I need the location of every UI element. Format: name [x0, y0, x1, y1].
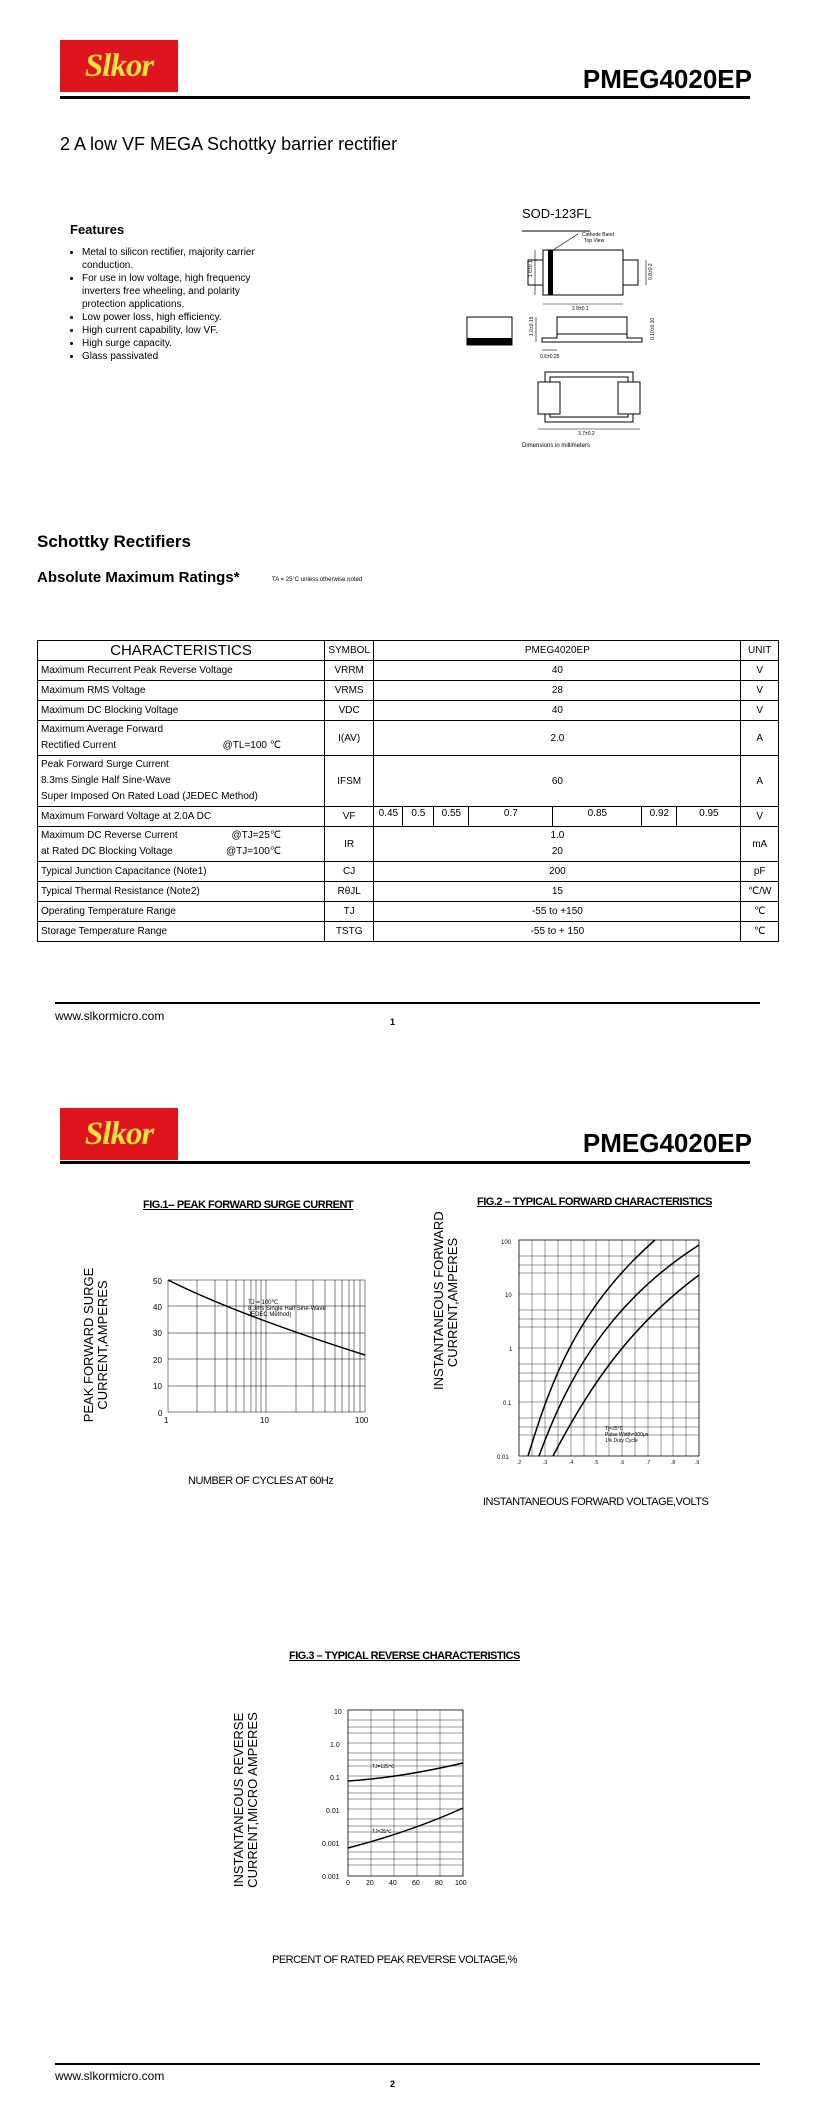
table-row — [38, 721, 779, 756]
fig2-xtick: .3 — [543, 1460, 548, 1466]
row-sym: I(AV) — [324, 721, 373, 756]
footer-url: www.slkormicro.com — [55, 2069, 165, 2083]
table-row — [38, 902, 779, 922]
fig3-ytick: 0.001 — [322, 1841, 340, 1848]
row-char-line: Maximum DC Reverse Current — [41, 830, 178, 841]
row-unit: ℃ — [741, 902, 779, 922]
fig1-ytick: 0 — [158, 1409, 163, 1418]
vf-value: 0.45 — [374, 807, 403, 826]
fig1-title: FIG.1-- PEAK FORWARD SURGE CURRENT — [143, 1199, 354, 1211]
table-row — [38, 701, 779, 721]
fig2-ylabel: INSTANTANEOUS FORWARD CURRENT,AMPERES — [431, 1211, 460, 1390]
vf-value: 0.92 — [642, 807, 677, 826]
fig1-xtick: 100 — [355, 1416, 369, 1425]
footer-rule — [55, 1002, 760, 1004]
dims-note: Dimensions in millimeters — [522, 443, 591, 449]
fig1-chart — [150, 1275, 375, 1425]
table-row — [38, 756, 779, 807]
fig2-title: FIG.2 – TYPICAL FORWARD CHARACTERISTICS — [477, 1196, 712, 1208]
ratings-note: TA = 25°C unless otherwise noted — [272, 577, 363, 583]
fig2-xtick: .2 — [517, 1460, 522, 1466]
row-unit: V — [741, 661, 779, 681]
row-val: 2.0 — [374, 721, 741, 756]
row-unit: V — [741, 701, 779, 721]
fig2-xtick: .8 — [671, 1460, 676, 1466]
row-char-line: Super Imposed On Rated Load (JEDEC Method) — [41, 791, 258, 802]
svg-text:0.10±0.10: 0.10±0.10 — [650, 317, 656, 340]
fig3-ytick: 0.01 — [326, 1808, 340, 1815]
fig2-ytick: 0.01 — [497, 1455, 509, 1461]
svg-text:3.7±0.2: 3.7±0.2 — [578, 431, 595, 437]
cathode-label: Cathode Band — [582, 232, 614, 238]
table-row — [38, 827, 779, 862]
fig2-curve — [553, 1275, 699, 1456]
svg-text:0.6±0.25: 0.6±0.25 — [540, 354, 560, 360]
fig1-ytick: 10 — [153, 1382, 162, 1391]
logo: Slkor — [60, 40, 178, 92]
fig3-xtick: 40 — [389, 1880, 397, 1887]
table-row — [38, 862, 779, 882]
row-char: Maximum DC Blocking Voltage — [38, 701, 325, 721]
part-number: PMEG4020EP — [582, 64, 752, 94]
fig3-ytick: 0.001 — [322, 1874, 340, 1881]
fig3-annot: TJ=25℃ — [372, 1829, 392, 1835]
row-char: Maximum RMS Voltage — [38, 681, 325, 701]
row-char-line: Rectified Current — [41, 740, 117, 751]
fig2-xlabel: INSTANTANEOUS FORWARD VOLTAGE,VOLTS — [483, 1496, 709, 1508]
fig3-ytick: 0.1 — [330, 1775, 340, 1782]
row-char-line: at Rated DC Blocking Voltage — [41, 846, 173, 857]
col-symbol: SYMBOL — [324, 641, 373, 661]
row-val: 15 — [374, 882, 741, 902]
row-sym: TJ — [324, 902, 373, 922]
section-title: Schottky Rectifiers — [37, 532, 191, 551]
header-rule — [60, 1161, 750, 1164]
row-char: Typical Junction Capacitance (Note1) — [38, 862, 325, 882]
fig2-chart — [495, 1235, 715, 1475]
page-number: 2 — [390, 2079, 396, 2089]
row-sym: RθJL — [324, 882, 373, 902]
table-row — [38, 807, 779, 827]
fig3-curve — [348, 1763, 463, 1781]
features-title: Features — [70, 222, 125, 237]
fig2-ytick: 100 — [501, 1240, 512, 1246]
fig2-ytick: 10 — [505, 1293, 512, 1299]
package-drawing — [460, 222, 720, 452]
row-char — [38, 721, 325, 756]
fig2-ytick: 1 — [509, 1347, 513, 1353]
row-unit: A — [741, 721, 779, 756]
fig1-xtick: 10 — [260, 1416, 269, 1425]
row-char: Operating Temperature Range — [38, 902, 325, 922]
fig1-xtick: 1 — [164, 1416, 169, 1425]
row-char — [38, 756, 325, 807]
row-unit: A — [741, 756, 779, 807]
fig2-xtick: .7 — [646, 1460, 651, 1466]
features-list — [70, 246, 272, 363]
fig2-annot: 1% Duty Cycle — [605, 1438, 638, 1444]
fig3-xtick: 60 — [412, 1880, 420, 1887]
svg-text:Top View: Top View — [584, 238, 605, 244]
svg-text:1.0±0.15: 1.0±0.15 — [529, 316, 535, 336]
fig3-xtick: 20 — [366, 1880, 374, 1887]
feature-item: • High current capability, low VF. — [82, 324, 272, 337]
vf-value: 0.5 — [403, 807, 434, 826]
row-unit: ℃ — [741, 922, 779, 942]
vf-value: 0.95 — [699, 808, 719, 819]
fig3-chart — [310, 1705, 480, 1890]
fig1-annot: TJ = 100℃ — [248, 1300, 279, 1306]
row-unit: V — [741, 681, 779, 701]
col-value: PMEG4020EP — [374, 641, 741, 661]
row-sym: VRRM — [324, 661, 373, 681]
row-val-line: 20 — [551, 846, 563, 857]
row-val: 60 — [374, 756, 741, 807]
fig1-annot: 8.3ms Single Half Sine-Wave — [248, 1306, 326, 1312]
fig3-xlabel: PERCENT OF RATED PEAK REVERSE VOLTAGE,% — [272, 1954, 517, 1966]
row-val: -55 to + 150 — [374, 922, 741, 942]
feature-item: • Glass passivated — [82, 350, 272, 363]
feature-item: • For use in low voltage, high frequency inverters free wheeling, and polarity protection applications. — [82, 272, 272, 311]
footer-rule — [55, 2063, 760, 2065]
table-row — [38, 681, 779, 701]
svg-text:2.8±0.1: 2.8±0.1 — [572, 306, 589, 312]
row-char — [38, 827, 325, 862]
vf-value: 0.85 — [553, 807, 642, 826]
row-unit: pF — [741, 862, 779, 882]
fig2-grid — [519, 1240, 699, 1456]
row-sym: CJ — [324, 862, 373, 882]
row-unit: V — [741, 807, 779, 827]
row-sym: VRMS — [324, 681, 373, 701]
svg-text:1.6±0.1: 1.6±0.1 — [528, 260, 534, 277]
vf-value: 0.7 — [469, 807, 553, 826]
fig1-annot: JEDEC Method) — [248, 1312, 292, 1318]
header-rule — [60, 96, 750, 99]
ratings-title: Absolute Maximum Ratings* — [37, 569, 240, 586]
row-cond: @TJ=100℃ — [225, 846, 281, 857]
table-row — [38, 882, 779, 902]
fig2-xtick: .9 — [695, 1460, 700, 1466]
fig1-ytick: 30 — [153, 1329, 162, 1338]
row-val-line: 1.0 — [550, 830, 565, 841]
fig2-annot: Tj=25°C — [605, 1426, 624, 1432]
fig3-xtick: 80 — [435, 1880, 443, 1887]
col-characteristics: CHARACTERISTICS — [38, 641, 325, 661]
row-cond: @TL=100 ℃ — [222, 740, 281, 751]
row-char-line: Maximum Average Forward — [41, 724, 164, 735]
row-sym: IR — [324, 827, 373, 862]
row-sym: VF — [324, 807, 373, 827]
row-char: Storage Temperature Range — [38, 922, 325, 942]
fig3-grid — [348, 1710, 463, 1876]
row-val — [374, 827, 741, 862]
row-val: 40 — [374, 701, 741, 721]
col-unit: UNIT — [741, 641, 779, 661]
row-sym: TSTG — [324, 922, 373, 942]
feature-item: • Metal to silicon rectifier, majority carrier conduction. — [82, 246, 272, 272]
fig3-annot: TJ=125℃ — [372, 1764, 395, 1770]
ratings-table — [37, 640, 779, 942]
fig1-ytick: 50 — [153, 1277, 162, 1286]
part-number: PMEG4020EP — [582, 1128, 752, 1158]
svg-text:0.8±0.2: 0.8±0.2 — [648, 263, 654, 280]
row-val: 28 — [374, 681, 741, 701]
fig1-xlabel: NUMBER OF CYCLES AT 60Hz — [188, 1475, 334, 1487]
fig2-annot: Pulse Width=300μs — [605, 1432, 649, 1438]
row-sym: IFSM — [324, 756, 373, 807]
fig2-xtick: .5 — [594, 1460, 599, 1466]
row-char: Maximum Recurrent Peak Reverse Voltage — [38, 661, 325, 681]
row-cond: @TJ=25℃ — [231, 830, 281, 841]
fig3-ytick: 1.0 — [330, 1742, 340, 1749]
fig3-ylabel: INSTANTANEOUS REVERSE CURRENT,MICRO AMPERES — [231, 1712, 260, 1888]
table-row — [38, 661, 779, 681]
row-val: 200 — [374, 862, 741, 882]
fig3-xtick: 100 — [455, 1880, 467, 1887]
fig1-ytick: 40 — [153, 1303, 162, 1312]
feature-item: • High surge capacity. — [82, 337, 272, 350]
logo: Slkor — [60, 1108, 178, 1160]
package-name: SOD-123FL — [522, 206, 592, 221]
row-sym: VDC — [324, 701, 373, 721]
row-char: Typical Thermal Resistance (Note2) — [38, 882, 325, 902]
fig1-ylabel: PEAK FORWARD SURGE CURRENT,AMPERES — [81, 1267, 110, 1423]
fig2-xtick: .6 — [620, 1460, 625, 1466]
subtitle: 2 A low VF MEGA Schottky barrier rectifier — [60, 134, 398, 154]
row-val: 40 — [374, 661, 741, 681]
row-val: -55 to +150 — [374, 902, 741, 922]
fig3-title: FIG.3 – TYPICAL REVERSE CHARACTERISTICS — [289, 1650, 520, 1662]
footer-url: www.slkormicro.com — [55, 1009, 165, 1023]
table-row — [38, 922, 779, 942]
feature-item: • Low power loss, high efficiency. — [82, 311, 272, 324]
fig3-xtick: 0 — [346, 1880, 350, 1887]
vf-values — [374, 807, 741, 827]
row-char-line: Peak Forward Surge Current — [41, 759, 169, 770]
fig3-ytick: 10 — [334, 1709, 342, 1716]
row-unit: ℃/W — [741, 882, 779, 902]
page-number: 1 — [390, 1017, 396, 1027]
row-char-line: 8.3ms Single Half Sine-Wave — [41, 775, 171, 786]
fig1-ytick: 20 — [153, 1356, 162, 1365]
table-header-row — [38, 641, 779, 661]
fig2-ytick: 0.1 — [503, 1401, 512, 1407]
vf-value: 0.55 — [434, 807, 469, 826]
row-char: Maximum Forward Voltage at 2.0A DC — [38, 807, 325, 827]
fig2-xtick: .4 — [569, 1460, 574, 1466]
row-unit: mA — [741, 827, 779, 862]
